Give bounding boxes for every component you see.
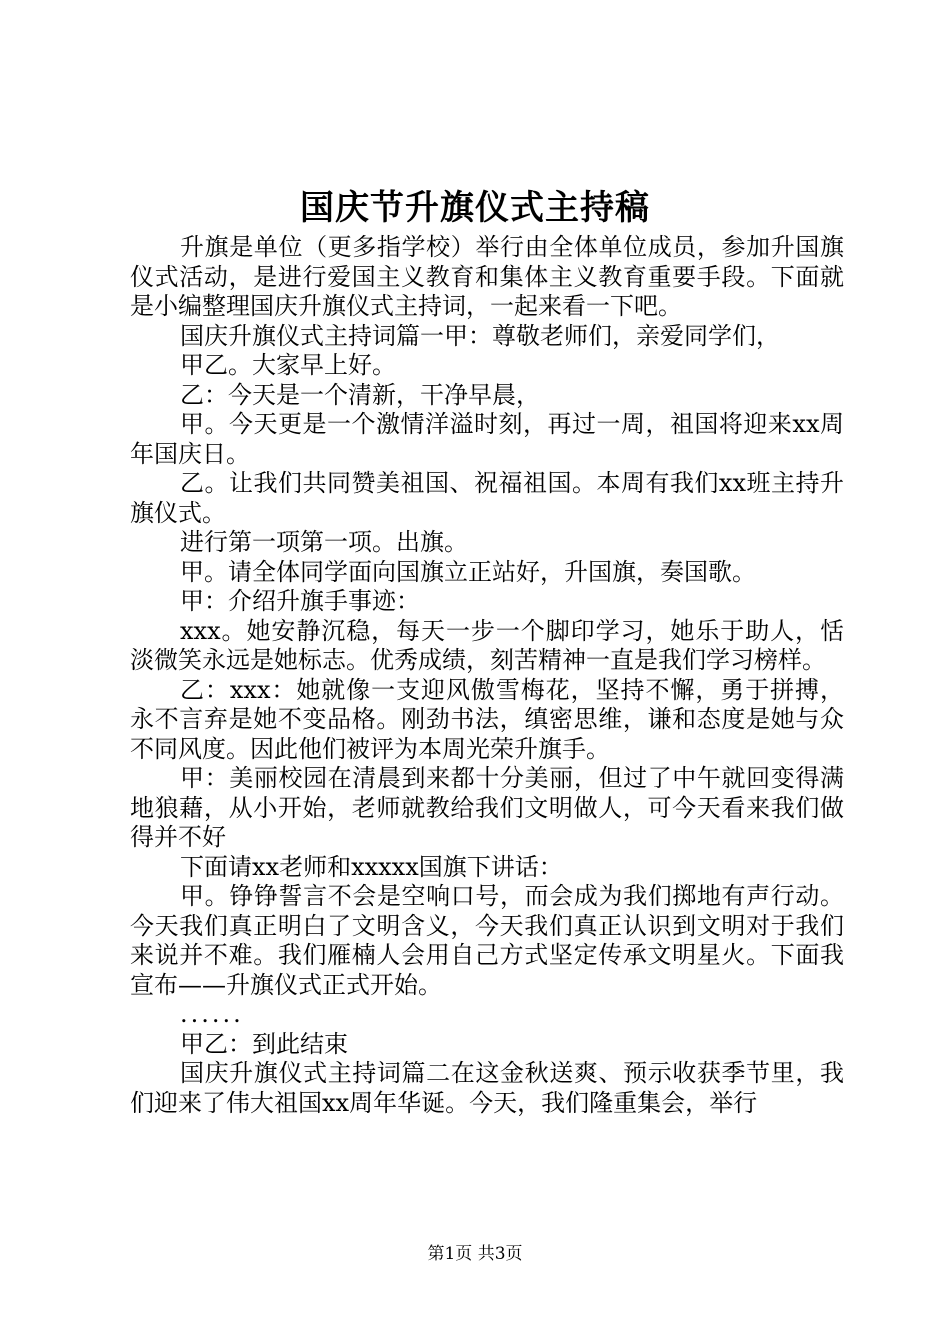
paragraph-intro: 升旗是单位（更多指学校）举行由全体单位成员，参加升国旗仪式活动，是进行爱国主义教育和集体主义教育重要手段。下面就是小编整理国庆升旗仪式主持词，一起来看一下吧。 [130, 233, 844, 320]
paragraph-5: 乙。让我们共同赞美祖国、祝福祖国。本周有我们xx班主持升旗仪式。 [130, 469, 844, 527]
paragraph-1: 国庆升旗仪式主持词篇一甲：尊敬老师们，亲爱同学们， [180, 321, 780, 350]
paragraph-8: 甲：介绍升旗手事迹： [180, 587, 420, 615]
document-title: 国庆节升旗仪式主持稿 [300, 188, 650, 228]
page-number-footer: 第1页 共3页 [427, 1244, 523, 1264]
paragraph-13: 甲。铮铮誓言不会是空响口号，而会成为我们掷地有声行动。今天我们真正明白了文明含义，今天我们真正认识到文明对于我们来说并不难。我们雁楠人会用自己方式坚定传承文明星火。下面我宣布——升旗仪式正式开始。 [130, 882, 844, 999]
paragraph-4: 甲。今天更是一个激情洋溢时刻，再过一周，祖国将迎来xx周年国庆日。 [130, 410, 844, 468]
paragraph-9: xxx。她安静沉稳，每天一步一个脚印学习，她乐于助人，恬淡微笑永远是她标志。优秀成绩，刻苦精神一直是我们学习榜样。 [130, 616, 844, 674]
paragraph-6: 进行第一项第一项。出旗。 [180, 528, 468, 556]
paragraph-7: 甲。请全体同学面向国旗立正站好，升国旗，奏国歌。 [180, 557, 756, 586]
paragraph-2: 甲乙。大家早上好。 [180, 351, 396, 379]
paragraph-11: 甲：美丽校园在清晨到来都十分美丽，但过了中午就回变得满地狼藉，从小开始，老师就教给我们文明做人，可今天看来我们做得并不好 [130, 764, 844, 851]
paragraph-12: 下面请xx老师和xxxxx国旗下讲话： [180, 852, 563, 881]
ellipsis-line: ...... [180, 1000, 244, 1028]
document-body [130, 233, 844, 1118]
paragraph-16: 国庆升旗仪式主持词篇二在这金秋送爽、预示收获季节里，我们迎来了伟大祖国xx周年华诞。今天，我们隆重集会，举行 [130, 1059, 844, 1117]
paragraph-10: 乙：xxx：她就像一支迎风傲雪梅花，坚持不懈，勇于拼搏，永不言弃是她不变品格。刚劲书法，缜密思维，谦和态度是她与众不同风度。因此他们被评为本周光荣升旗手。 [130, 675, 844, 763]
paragraph-15: 甲乙：到此结束 [180, 1029, 348, 1058]
paragraph-3: 乙：今天是一个清新，干净早晨， [180, 380, 540, 409]
